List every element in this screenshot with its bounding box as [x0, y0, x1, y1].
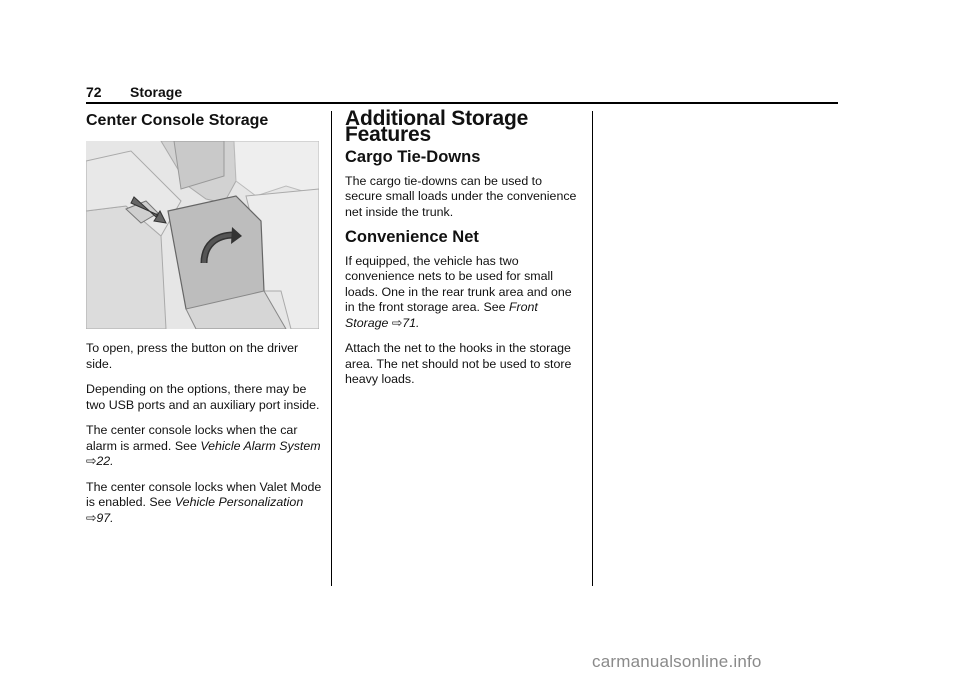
valet-lock-note — [86, 480, 326, 527]
column-divider-right — [592, 111, 593, 586]
alarm-lock-text: The center console locks when the car alarm is armed. See — [86, 423, 298, 453]
convenience-net-heading: Convenience Net — [345, 228, 479, 246]
cargo-tie-downs-text: The cargo tie-downs can be used to secure small loads under the convenience net inside the trunk. — [345, 173, 577, 219]
page-reference-arrow-icon: ⇨ — [86, 454, 97, 468]
middle-column — [345, 107, 581, 398]
column-divider-left — [331, 111, 332, 586]
page-ref-97[interactable]: 97. — [96, 510, 114, 525]
alarm-lock-note — [86, 423, 326, 470]
console-illustration — [86, 141, 319, 329]
convenience-net-description: If equipped, the vehicle has two convenience nets to be used for small loads. One in the rear trunk area and one in the front storage area. See — [345, 253, 572, 314]
convenience-net-text — [345, 254, 581, 332]
vehicle-alarm-system-link[interactable]: Vehicle Alarm System — [200, 438, 321, 453]
section-title: Storage — [130, 84, 183, 100]
usb-ports-note: Depending on the options, there may be two USB ports and an auxiliary port inside. — [86, 382, 320, 412]
page-ref-71[interactable]: 71. — [402, 315, 420, 330]
page-number: 72 — [86, 84, 102, 100]
net-usage-note: Attach the net to the hooks in the storage area. The net should not be used to store heavy loads. — [345, 341, 572, 386]
watermark: carmanualsonline.info — [592, 652, 762, 671]
cargo-tie-downs-heading: Cargo Tie-Downs — [345, 148, 481, 166]
front-storage-link[interactable]: Front Storage — [345, 300, 538, 330]
section-heading: Center Console Storage — [86, 112, 269, 129]
left-column-text — [86, 341, 326, 536]
page-reference-arrow-icon: ⇨ — [391, 315, 403, 330]
header-rule — [86, 102, 838, 104]
page-ref-22[interactable]: 22. — [96, 454, 114, 468]
page-reference-arrow-icon: ⇨ — [86, 510, 97, 525]
left-column — [86, 113, 326, 129]
page-header — [86, 84, 838, 104]
vehicle-personalization-link[interactable]: Vehicle Personalization — [174, 495, 304, 509]
valet-lock-text: The center console locks when Valet Mode is enabled. See — [86, 479, 322, 509]
chapter-title: Additional Storage Features — [345, 107, 529, 146]
open-instruction: To open, press the button on the driver side. — [86, 341, 299, 371]
